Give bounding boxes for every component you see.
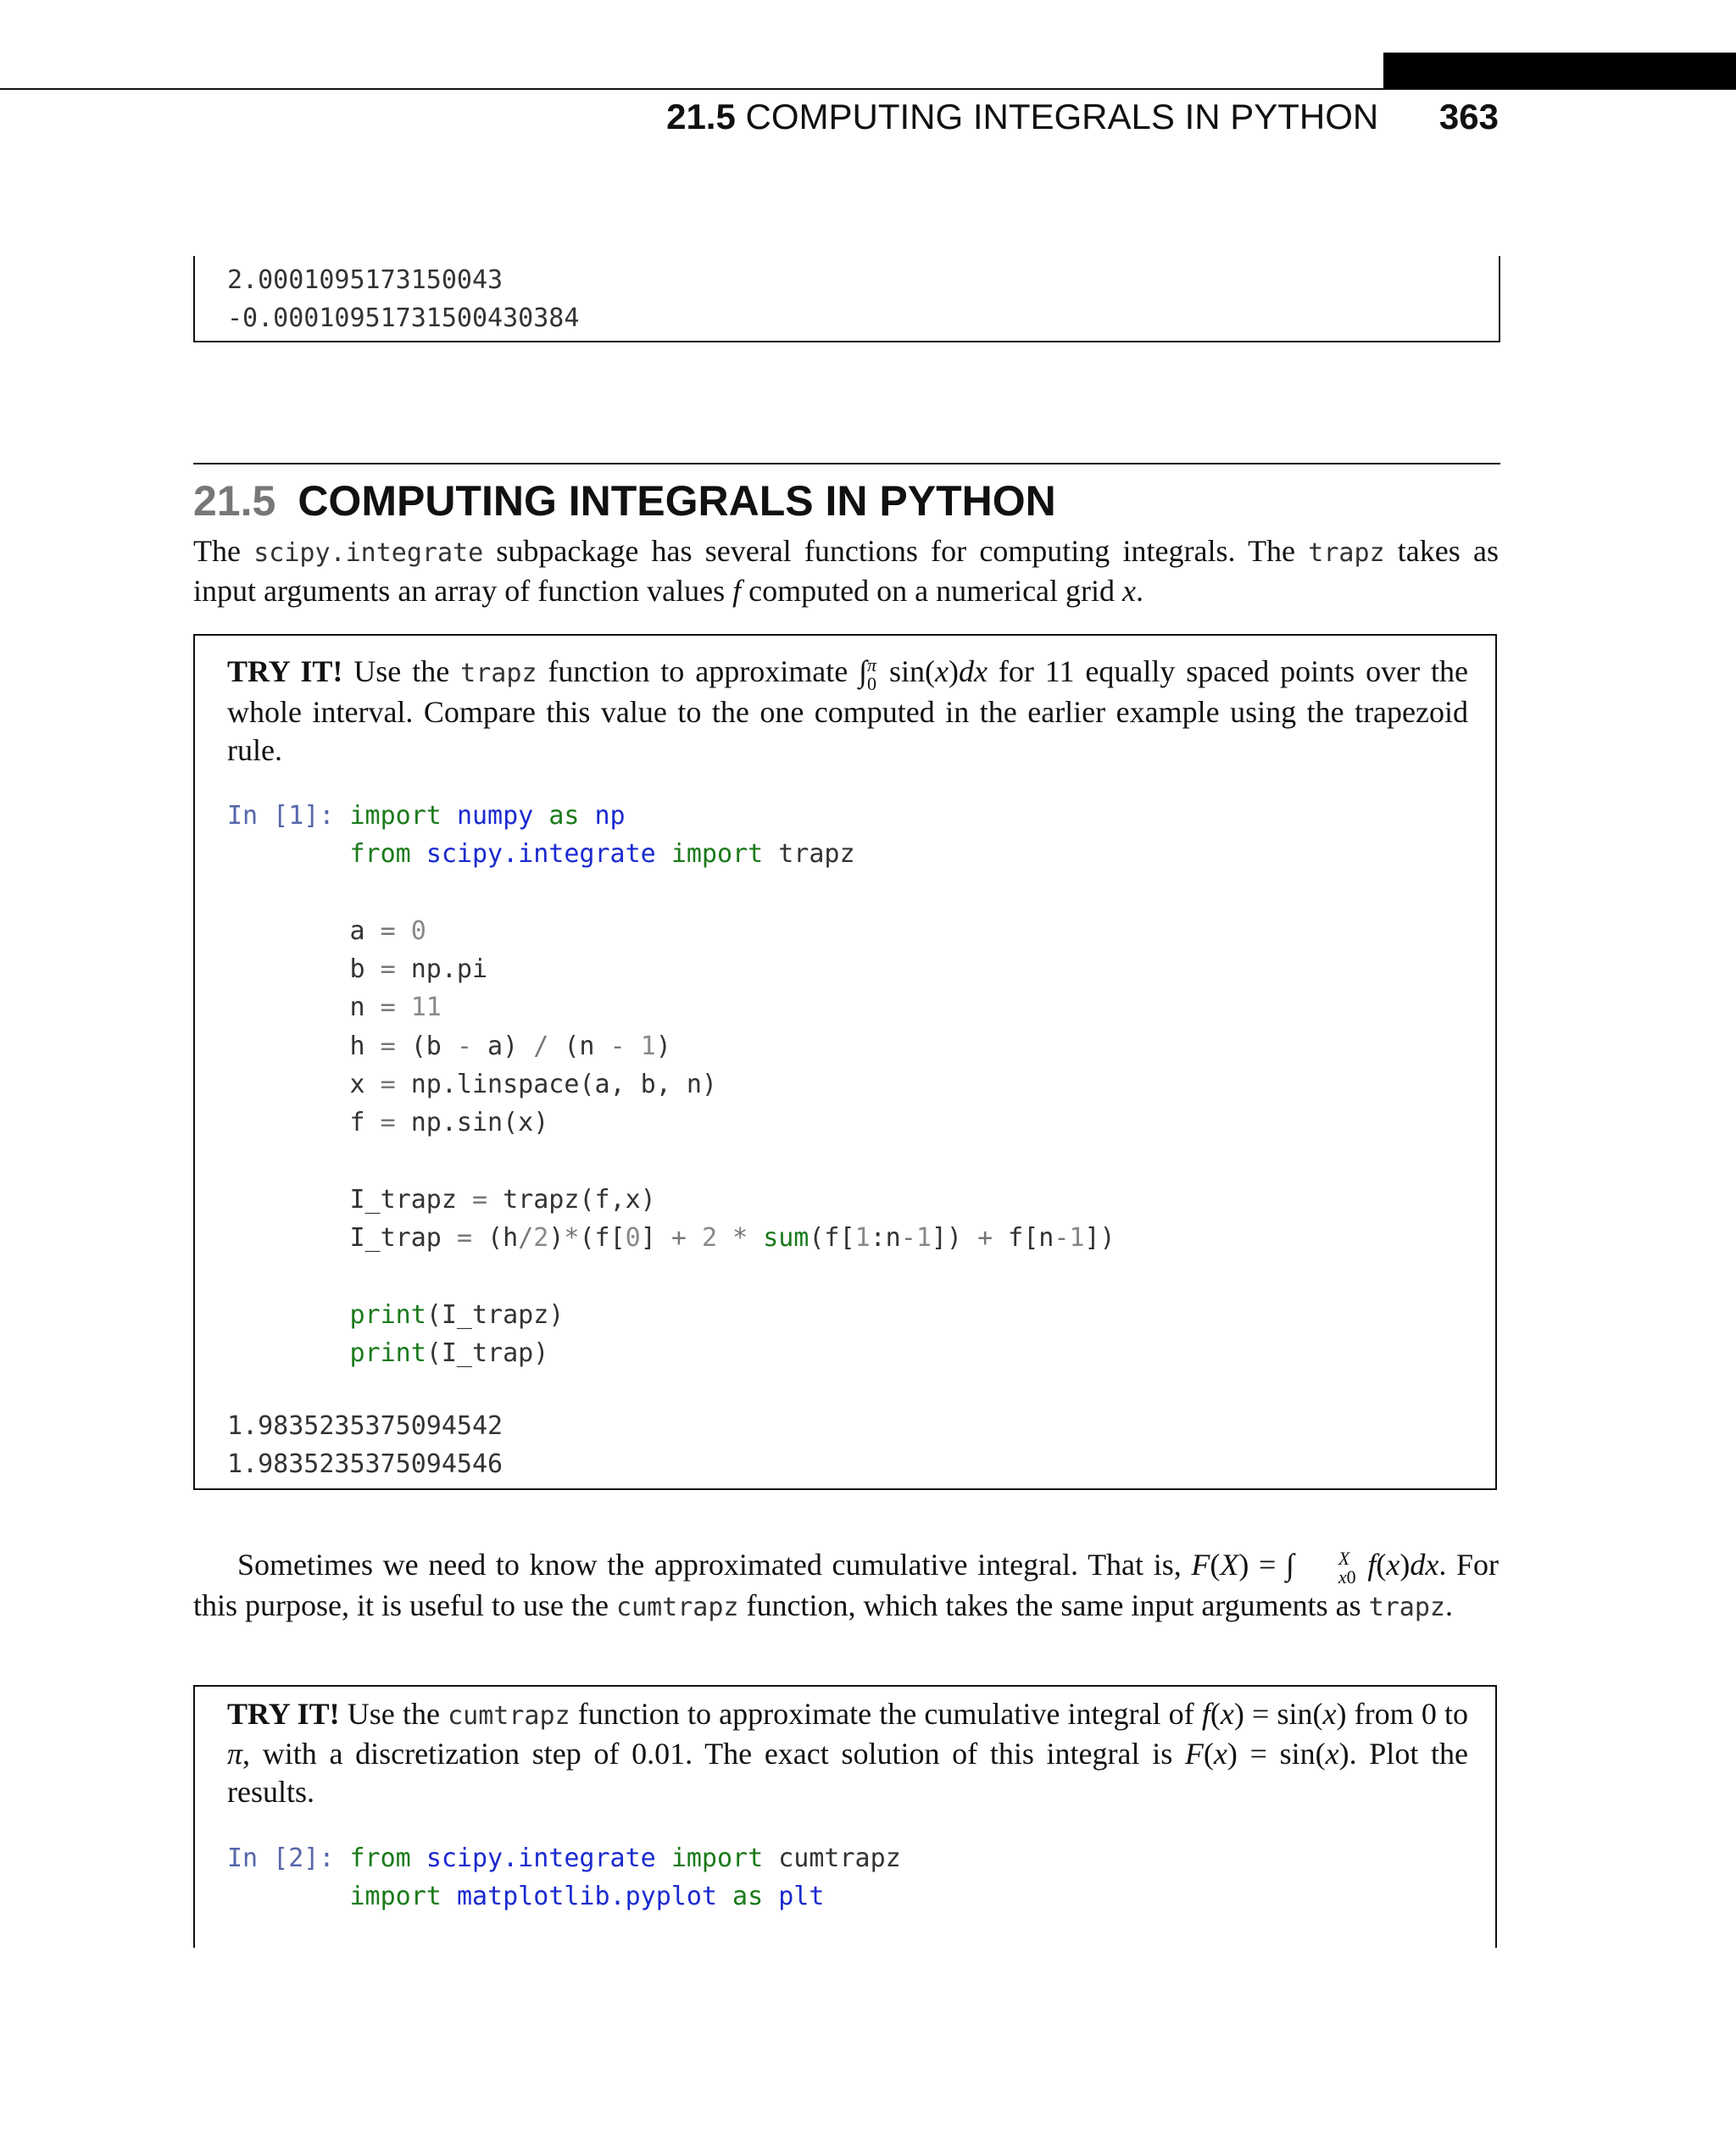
cell-prompt: In [1]: — [227, 801, 335, 831]
previous-output-box — [193, 256, 1500, 342]
header-rule — [0, 88, 1736, 90]
section-number: 21.5 — [193, 477, 276, 525]
try-it-text: TRY IT! Use the trapz function to approximate ∫ π 0 sin(x)dx for 11 equally spaced points over the whole interval. Compare this value to the one computed in the earlier example using the trapezoid rule. — [227, 653, 1468, 767]
inline-code: trapz — [1368, 1592, 1445, 1622]
inline-code: scipy.integrate — [253, 538, 484, 568]
page-number: 363 — [1438, 97, 1499, 136]
try-it-label: TRY IT! — [227, 654, 343, 688]
try-it-label: TRY IT! — [227, 1697, 340, 1731]
paragraph-cumulative: Sometimes we need to know the approximated cumulative integral. That is, F(X) = ∫ X x0 f(x)dx. For this purpose, it is useful to use the cumtrapz function, which takes the same input arguments as trapz. — [193, 1547, 1500, 1622]
inline-code: trapz — [1308, 538, 1385, 568]
inline-code: trapz — [460, 659, 537, 688]
output-line: 1.9835235375094546 — [227, 1449, 504, 1479]
try-it-box — [193, 1685, 1497, 1948]
header-bar — [1383, 53, 1736, 90]
code-cell-1: In [1]: import numpy as np from scipy.integrate import trapz a = 0 b = np.pi n = 11 h = (b - a) / (n - 1) x = np.linspace(a, b, n) f = np.sin(x) I_trapz = trapz(f,x) I_trap = (h/2)*(f[0] + 2 * sum(f[1:n-1]) + f[n-1]) print(I_trapz) print(I_trap) — [227, 801, 1116, 1369]
running-head-number: 21.5 — [666, 97, 736, 136]
try-it-text: TRY IT! Use the cumtrapz function to approximate the cumulative integral of f(x) = sin(x) from 0 to π, with a discretization step of 0.01. The exact solution of this integral is F(x) = sin(x). Plot the results. — [227, 1697, 1469, 1809]
output-line: 1.9835235375094542 — [227, 1411, 504, 1441]
running-head-title: COMPUTING INTEGRALS IN PYTHON — [745, 97, 1379, 136]
section-title: COMPUTING INTEGRALS IN PYTHON — [298, 477, 1056, 525]
section-rule — [193, 463, 1500, 464]
paragraph-intro: The scipy.integrate subpackage has several functions for computing integrals. The trapz takes as input arguments an array of function values f computed on a numerical grid x. — [193, 534, 1499, 608]
cell-prompt: In [2]: — [227, 1843, 335, 1873]
output-line: -0.00010951731500430384 — [227, 303, 580, 333]
section-heading — [193, 471, 1056, 531]
integral-expression: ∫ π 0 sin(x)dx — [859, 653, 988, 694]
running-head — [666, 92, 1499, 142]
try-it-box — [193, 634, 1497, 1490]
code-cell-2: In [2]: from scipy.integrate import cumtrapz import matplotlib.pyplot as plt — [227, 1843, 901, 1912]
output-line: 2.0001095173150043 — [227, 265, 504, 295]
inline-code: cumtrapz — [615, 1592, 739, 1622]
inline-code: cumtrapz — [448, 1701, 570, 1731]
cumulative-integral-expression: F(X) = ∫ X x0 f(x)dx — [1191, 1547, 1439, 1588]
